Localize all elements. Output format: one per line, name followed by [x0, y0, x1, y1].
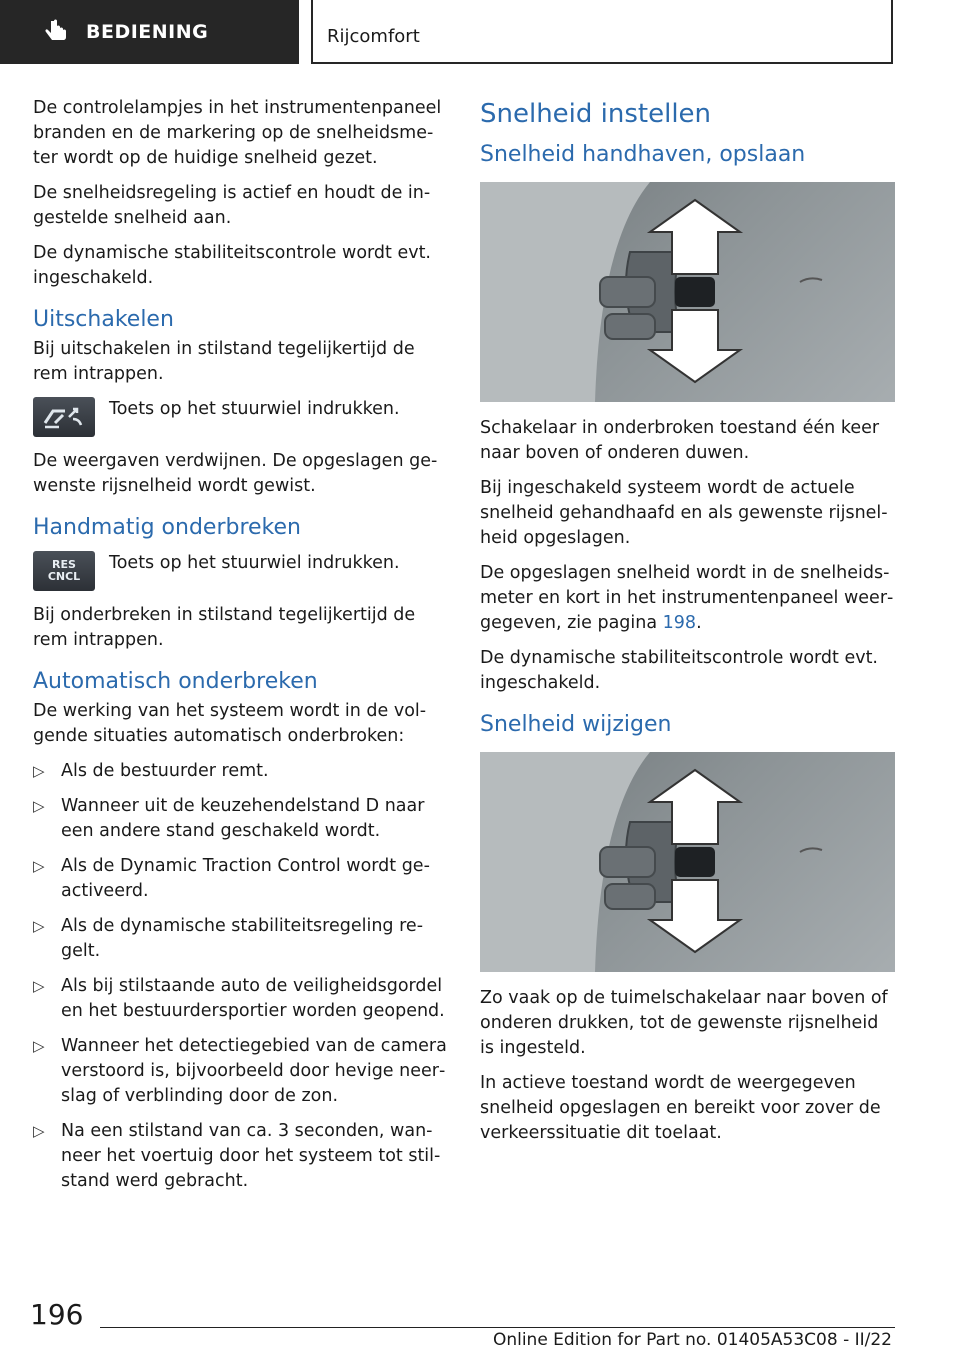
res-label: RES	[52, 558, 76, 571]
heading-wijzigen: Snelheid wijzigen	[480, 712, 672, 737]
handhaven-paragraph-1: Schakelaar in onderbroken toestand één keer naar boven of onderen duwen.	[480, 418, 880, 463]
handmatig-key-row	[33, 551, 448, 591]
left-column	[33, 96, 448, 1204]
steering-wheel-illustration	[480, 752, 895, 972]
list-item: ▷ Wanneer uit de keuzehendelstand D naar een andere stand geschakeld wordt.	[33, 796, 425, 841]
automatisch-list	[33, 759, 448, 1194]
wijzigen-paragraph-1: Zo vaak op de tuimelschakelaar naar boven of onderen drukken, tot de gewenste rijsnelheid is ingesteld.	[480, 988, 888, 1058]
list-item: ▷ Als de dynamische stabiliteitsregeling regelt.	[33, 916, 424, 961]
speedometer-icon	[39, 403, 89, 431]
intro-paragraph-3: De dynamische stabiliteitscontrole wordt evt. ingeschakeld.	[33, 243, 431, 288]
uitschakelen-icon-text: Toets op het stuurwiel indrukken.	[109, 399, 400, 419]
right-column	[480, 96, 895, 1156]
handmatig-icon-text: Toets op het stuurwiel indrukken.	[109, 553, 400, 573]
triangle-bullet-icon: ▷	[33, 797, 45, 815]
triangle-bullet-icon: ▷	[33, 1122, 45, 1140]
footer-rule	[100, 1327, 895, 1328]
automatisch-text: De werking van het systeem wordt in de volgende situaties automatisch onderbroken:	[33, 701, 427, 746]
cruise-control-button-icon	[33, 397, 95, 437]
uitschakelen-after: De weergaven verdwijnen. De opgeslagen gewenste rijsnelheid wordt gewist.	[33, 451, 438, 496]
steering-wheel-illustration	[480, 182, 895, 402]
cncl-label: CNCL	[47, 570, 81, 583]
intro-paragraph-1: De controlelampjes in het instrumentenpaneel branden en de markering op de snelheidsmeter wordt op de huidige snelheid gezet.	[33, 98, 442, 168]
wijzigen-paragraph-2: In actieve toestand wordt de weergegeven snelheid opgeslagen en bereikt voor zover de verkeerssituatie dit toelaat.	[480, 1073, 881, 1143]
heading-handhaven: Snelheid handhaven, opslaan	[480, 142, 806, 167]
triangle-bullet-icon: ▷	[33, 762, 45, 780]
list-item: ▷ Wanneer het detectiegebied van de camera verstoord is, bijvoorbeeld door hevige neerslag of verblinding door de zon.	[33, 1036, 447, 1106]
handmatig-after: Bij onderbreken in stilstand tegelijkertijd de rem intrappen.	[33, 605, 416, 650]
list-item: ▷ Na een stilstand van ca. 3 seconden, wanneer het voertuig door het systeem tot stilstand werd gebracht.	[33, 1121, 441, 1191]
heading-automatisch: Automatisch onderbreken	[33, 669, 318, 694]
handhaven-paragraph-4: De dynamische stabiliteitscontrole wordt evt. ingeschakeld.	[480, 648, 878, 693]
uitschakelen-text: Bij uitschakelen in stilstand tegelijkertijd de rem intrappen.	[33, 339, 415, 384]
triangle-bullet-icon: ▷	[33, 1037, 45, 1055]
edition-note: Online Edition for Part no. 01405A53C08 - II/22	[492, 1330, 892, 1350]
steering-wheel-switch-photo-2	[480, 752, 895, 972]
chapter-tab	[311, 0, 893, 64]
section-tab	[0, 0, 299, 64]
heading-snelheid-instellen: Snelheid instellen	[480, 99, 712, 129]
triangle-bullet-icon: ▷	[33, 977, 45, 995]
heading-uitschakelen: Uitschakelen	[33, 307, 174, 332]
res-cncl-button-icon	[33, 551, 95, 591]
triangle-bullet-icon: ▷	[33, 857, 45, 875]
handhaven-paragraph-2: Bij ingeschakeld systeem wordt de actuele snelheid gehandhaafd en als gewenste rijsnelheid opgeslagen.	[480, 478, 888, 548]
hand-pointer-icon	[40, 17, 70, 47]
handhaven-paragraph-3: De opgeslagen snelheid wordt in de snelheidsmeter en kort in het instrumentenpaneel weergegeven, zie pagina 198.	[480, 563, 894, 633]
chapter-title: Rijcomfort	[327, 26, 420, 47]
section-title: BEDIENING	[86, 21, 209, 43]
steering-wheel-switch-photo-1	[480, 182, 895, 402]
uitschakelen-key-row	[33, 397, 448, 437]
intro-paragraph-2: De snelheidsregeling is actief en houdt de ingestelde snelheid aan.	[33, 183, 431, 228]
list-item: ▷ Als de Dynamic Traction Control wordt geactiveerd.	[33, 856, 430, 901]
list-item: ▷ Als bij stilstaande auto de veiligheidsgordel en het bestuurdersportier worden geopend.	[33, 976, 445, 1021]
heading-handmatig: Handmatig onderbreken	[33, 515, 301, 540]
page-number: 196	[30, 1298, 84, 1331]
page-link[interactable]: 198	[662, 613, 697, 633]
list-item: ▷ Als de bestuurder remt.	[33, 759, 448, 784]
triangle-bullet-icon: ▷	[33, 917, 45, 935]
